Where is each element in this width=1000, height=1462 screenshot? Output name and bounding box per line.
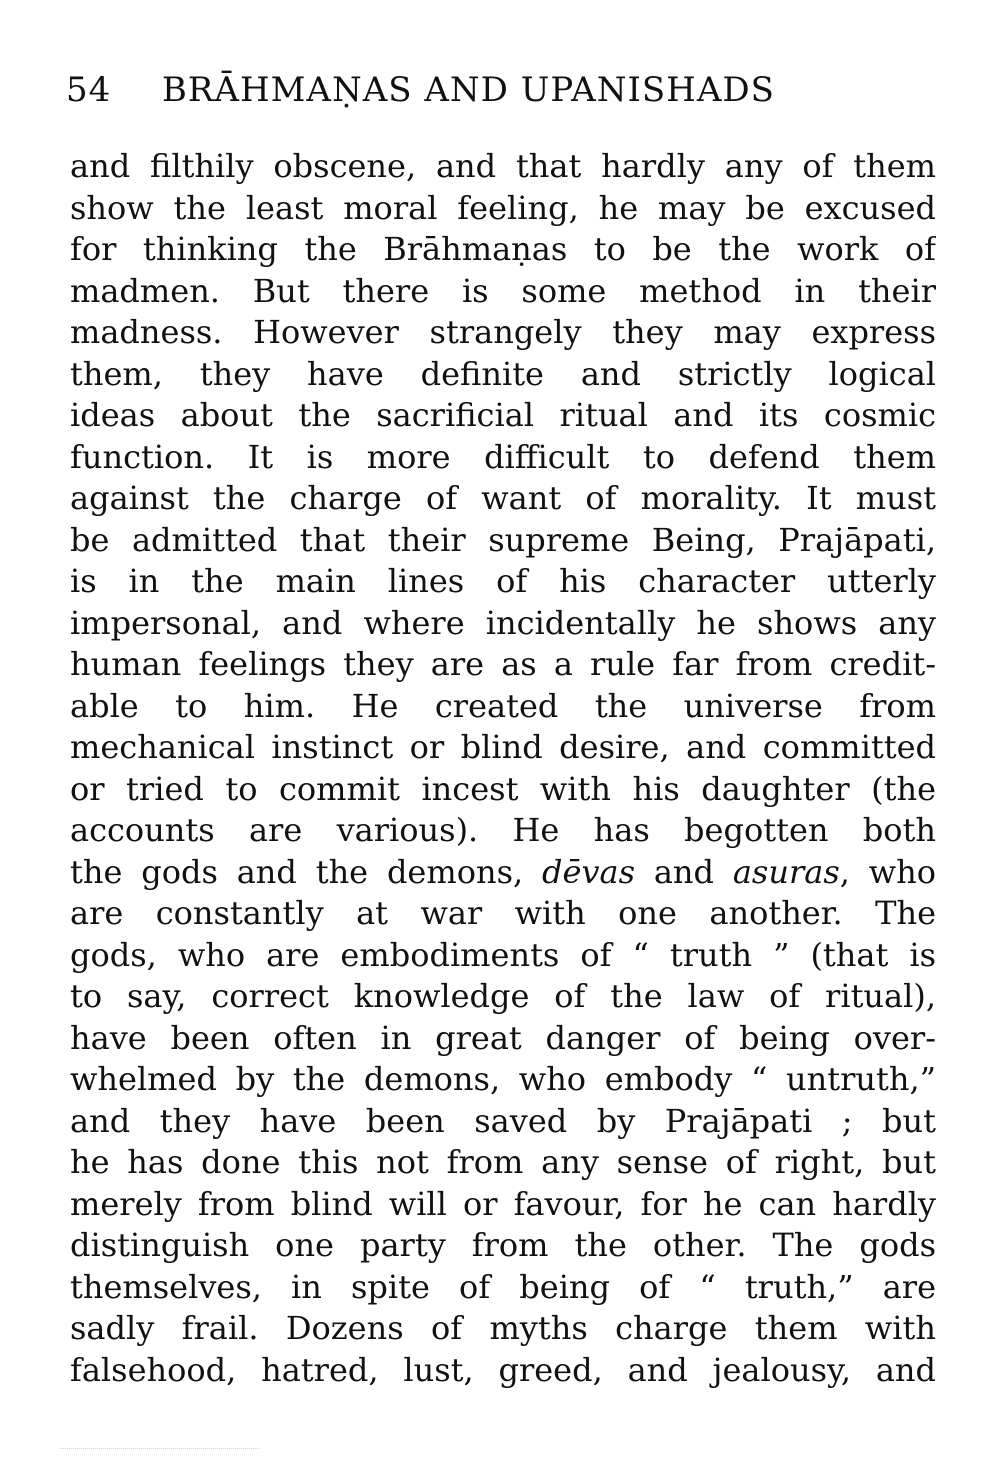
text-line: falsehood, hatred, lust, greed, and jealousy, and: [70, 1350, 936, 1389]
italic-term-asuras: asuras: [732, 852, 840, 891]
text-line: be admitted that their supreme Being, Prajāpati,: [70, 520, 936, 559]
text-line: able to him. He created the universe from: [70, 686, 936, 725]
text-line: distinguish one party from the other. The gods: [70, 1226, 936, 1264]
text-line: whelmed by the demons, who embody “ untruth,”: [70, 1060, 936, 1098]
text-line: accounts are various). He has begotten both: [70, 811, 936, 849]
text-line: them, they have definite and strictly logical: [70, 354, 936, 393]
italic-term-devas: dēvas: [542, 852, 636, 891]
text-line: against the charge of want of morality. It must: [70, 479, 936, 517]
text-line-with-italics: [70, 852, 936, 894]
text-line: themselves, in spite of being of “ truth,” are: [70, 1267, 936, 1306]
text-line: human feelings they are as a rule far from credit-: [70, 645, 936, 683]
text-line: mechanical instinct or blind desire, and committed: [70, 728, 936, 766]
text-line: he has done this not from any sense of right, but: [70, 1143, 936, 1181]
text-line: and filthily obscene, and that hardly any of them: [70, 147, 936, 185]
text-line: sadly frail. Dozens of myths charge them with: [70, 1309, 936, 1347]
page-header: [66, 66, 936, 114]
text-line: madmen. But there is some method in their: [70, 271, 936, 310]
text-line: to say, correct knowledge of the law of ritual),: [70, 977, 936, 1015]
text-line: or tried to commit incest with his daughter (the: [70, 769, 936, 808]
text-line: for thinking the Brāhmaṇas to be the work of: [70, 230, 936, 268]
text-line: show the least moral feeling, he may be excused: [70, 188, 936, 227]
text-line: have been often in great danger of being over-: [70, 1018, 936, 1057]
text-line: madness. However strangely they may express: [70, 313, 936, 351]
text-line: and they have been saved by Prajāpati ; but: [70, 1101, 936, 1140]
text-segment: , who: [839, 852, 936, 891]
text-line: gods, who are embodiments of “ truth ” (that is: [70, 935, 936, 974]
running-title: BRĀHMAṆAS AND UPANISHADS: [161, 70, 775, 110]
text-line: impersonal, and where incidentally he shows any: [70, 603, 936, 642]
text-line: function. It is more difficult to defend them: [70, 437, 936, 476]
body-paragraph: [70, 146, 936, 1391]
text-line: merely from blind will or favour, for he can hardly: [70, 1184, 936, 1223]
text-line: is in the main lines of his character utterly: [70, 562, 936, 600]
page-number: 54: [66, 70, 112, 110]
text-segment: the gods and the demons,: [70, 852, 543, 891]
text-line: ideas about the sacrificial ritual and its cosmic: [70, 396, 936, 434]
scan-specks: [60, 1448, 260, 1453]
text-segment: and: [635, 852, 733, 891]
text-line: are constantly at war with one another. The: [70, 894, 936, 932]
